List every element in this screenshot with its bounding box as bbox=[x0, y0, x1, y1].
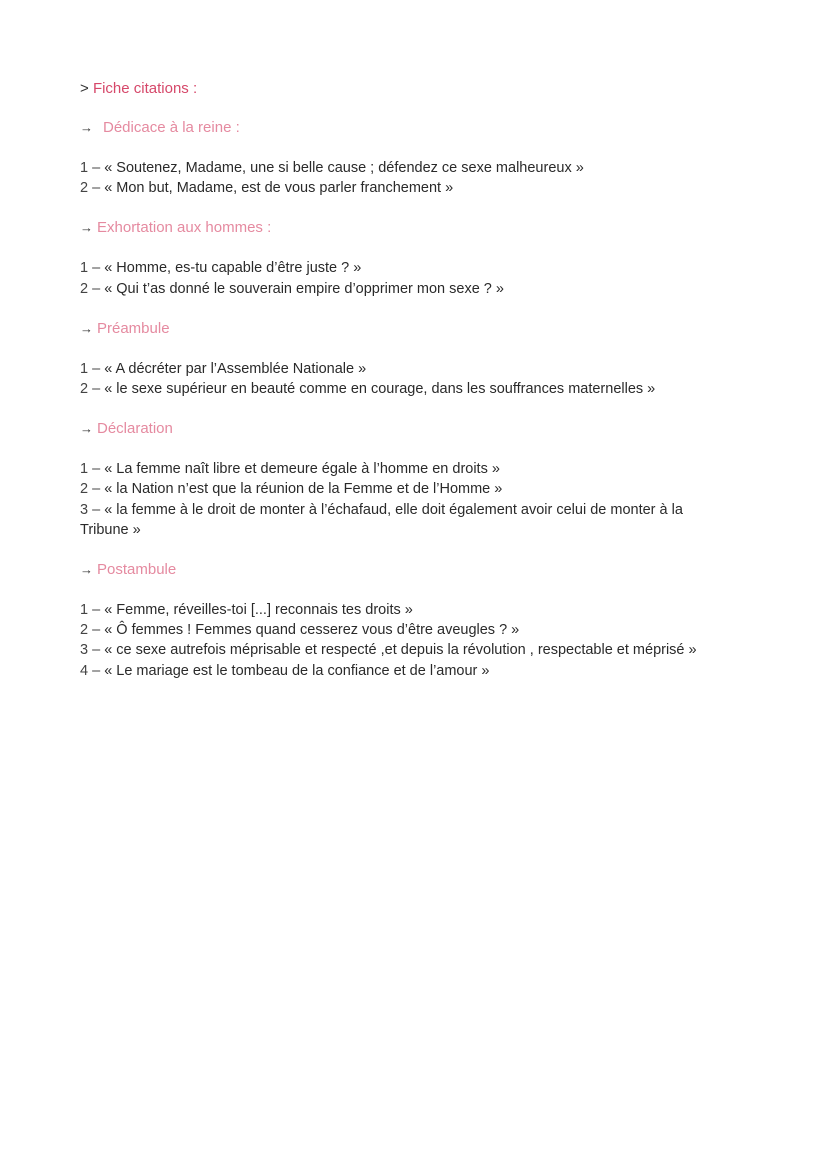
quote-text: « Mon but, Madame, est de vous parler franchement » bbox=[104, 180, 454, 197]
section-postambule bbox=[80, 560, 720, 681]
section-dedicace bbox=[80, 118, 720, 198]
quote-text: « La femme naît libre et demeure égale à l’homme en droits » bbox=[104, 461, 500, 478]
quote-number: 4 – bbox=[80, 662, 105, 679]
document-page bbox=[80, 78, 720, 701]
arrow-icon: → bbox=[80, 320, 93, 336]
quote-item bbox=[80, 359, 720, 379]
section-heading-label: Dédicace à la reine : bbox=[103, 119, 240, 136]
document-title bbox=[80, 78, 720, 100]
quote-list bbox=[80, 359, 720, 399]
quote-number: 1 – bbox=[80, 260, 105, 277]
section-heading-label: Préambule bbox=[97, 319, 170, 337]
arrow-icon: → bbox=[80, 220, 93, 236]
quote-number: 2 – bbox=[80, 180, 105, 197]
section-heading bbox=[80, 319, 720, 339]
quote-item bbox=[80, 500, 720, 540]
section-heading bbox=[80, 118, 720, 138]
section-heading-label: Exhortation aux hommes : bbox=[97, 219, 272, 237]
quote-list bbox=[80, 600, 720, 681]
quote-text: « Soutenez, Madame, une si belle cause ; défendez ce sexe malheureux » bbox=[104, 160, 584, 176]
quote-text: « le sexe supérieur en beauté comme en courage, dans les souffrances maternelles » bbox=[104, 381, 656, 398]
quote-text: « Le mariage est le tombeau de la confiance et de l’amour » bbox=[104, 662, 490, 679]
quote-item bbox=[80, 640, 720, 660]
section-heading bbox=[80, 218, 720, 238]
quote-number: 1 – bbox=[80, 461, 105, 478]
quote-item bbox=[80, 459, 720, 479]
quote-text: « Homme, es-tu capable d’être juste ? » bbox=[104, 260, 362, 277]
quote-item bbox=[80, 279, 720, 299]
section-heading-label: Postambule bbox=[97, 561, 177, 579]
arrow-icon: → bbox=[80, 421, 93, 437]
quote-number: 2 – bbox=[80, 280, 105, 297]
quote-number: 1 – bbox=[80, 160, 105, 176]
quote-text: « Ô femmes ! Femmes quand cesserez vous d’être aveugles ? » bbox=[104, 622, 520, 639]
section-heading-label: Déclaration bbox=[97, 420, 173, 438]
quote-item bbox=[80, 479, 720, 499]
section-preambule bbox=[80, 319, 720, 399]
quote-item bbox=[80, 620, 720, 640]
section-declaration bbox=[80, 419, 720, 540]
section-heading bbox=[80, 419, 720, 439]
section-exhortation bbox=[80, 218, 720, 298]
arrow-icon: → bbox=[80, 120, 93, 135]
quote-text: « ce sexe autrefois méprisable et respecté ,et depuis la révolution , respectable et méprisé » bbox=[104, 642, 697, 659]
quote-list bbox=[80, 459, 720, 540]
quote-text: « Qui t’as donné le souverain empire d’opprimer mon sexe ? » bbox=[104, 280, 504, 297]
quote-item bbox=[80, 379, 720, 399]
arrow-icon: → bbox=[80, 562, 93, 578]
quote-item bbox=[80, 661, 720, 681]
quote-number: 2 – bbox=[80, 481, 105, 498]
title-text: Fiche citations : bbox=[92, 80, 198, 97]
quote-text: « la Nation n’est que la réunion de la Femme et de l’Homme » bbox=[104, 481, 503, 498]
quote-item bbox=[80, 178, 720, 198]
quote-number: 3 – bbox=[80, 642, 105, 659]
quote-number: 1 – bbox=[80, 360, 105, 377]
quote-text: « Femme, réveilles-toi [...] reconnais tes droits » bbox=[104, 602, 413, 619]
section-heading bbox=[80, 560, 720, 580]
quote-list bbox=[80, 158, 720, 198]
quote-item bbox=[80, 258, 720, 278]
quote-number: 3 – bbox=[80, 501, 105, 518]
quote-number: 1 – bbox=[80, 602, 105, 619]
quote-number: 2 – bbox=[80, 381, 105, 398]
title-marker: > bbox=[80, 80, 89, 97]
quote-text: « la femme à le droit de monter à l’échafaud, elle doit également avoir celui de monter à la Tribune » bbox=[80, 501, 683, 538]
quote-number: 2 – bbox=[80, 622, 105, 639]
quote-item bbox=[80, 600, 720, 620]
quote-list bbox=[80, 258, 720, 298]
quote-text: « A décréter par l’Assemblée Nationale » bbox=[104, 360, 367, 377]
quote-item bbox=[80, 158, 720, 178]
